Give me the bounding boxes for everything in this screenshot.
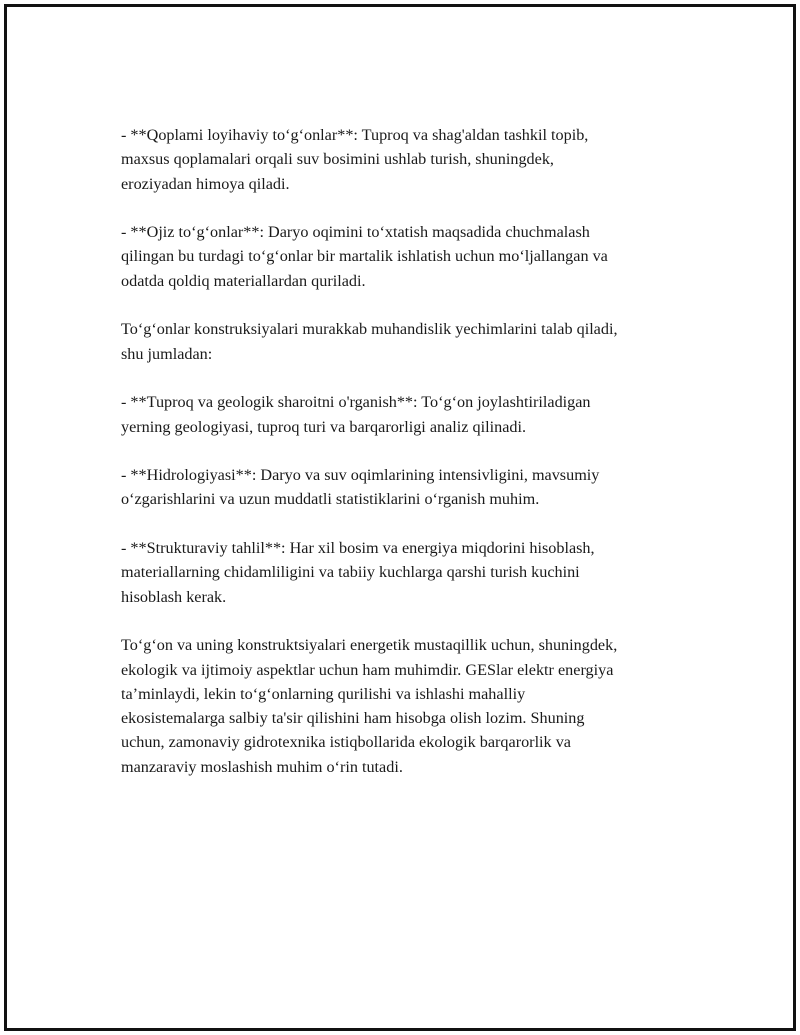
text-line: ekosistemalarga salbiy ta'sir qilishini ham hisobga olish lozim. Shuning — [121, 709, 585, 728]
page-frame — [4, 4, 796, 1031]
text-line: shu jumladan: — [121, 344, 213, 363]
text-line: qilingan bu turdagi to‘g‘onlar bir martalik ishlatish uchun mo‘ljallangan va — [121, 247, 608, 266]
paragraph-qoplami-togonlar — [121, 123, 701, 196]
paragraph-ojiz-togonlar — [121, 220, 701, 293]
text-line: - **Qoplami loyihaviy to‘g‘onlar**: Tuproq va shag'aldan tashkil topib, — [121, 126, 589, 144]
text-line: ta’minlaydi, lekin to‘g‘onlarning qurilishi va ishlashi mahalliy — [121, 684, 526, 703]
paragraph-tuproq-geologik — [121, 390, 701, 439]
text-line: o‘zgarishlarini va uzun muddatli statistiklarini o‘rganish muhim. — [121, 490, 540, 509]
text-line: odatda qoldiq materiallardan quriladi. — [121, 271, 366, 290]
paragraph-strukturaviy-tahlil — [121, 536, 701, 609]
paragraph-hidrologiya — [121, 463, 701, 512]
text-line: hisoblash kerak. — [121, 587, 227, 606]
text-line: - **Ojiz to‘g‘onlar**: Daryo oqimini to‘xtatish maqsadida chuchmalash — [121, 223, 590, 242]
text-line: To‘g‘on va uning konstruktsiyalari energetik mustaqillik uchun, shuningdek, — [121, 636, 618, 655]
text-line: To‘g‘onlar konstruksiyalari murakkab muhandislik yechimlarini talab qiladi, — [121, 320, 618, 339]
text-line: ekologik va ijtimoiy aspektlar uchun ham muhimdir. GESlar elektr energiya — [121, 660, 614, 679]
text-line: materiallarning chidamliligini va tabiiy kuchlarga qarshi turish kuchini — [121, 563, 580, 582]
text-line: - **Strukturaviy tahlil**: Har xil bosim va energiya miqdorini hisoblash, — [121, 539, 595, 558]
text-line: manzaraviy moslashish muhim o‘rin tutadi. — [121, 757, 403, 776]
text-line: eroziyadan himoya qiladi. — [121, 174, 290, 193]
text-line: - **Hidrologiyasi**: Daryo va suv oqimlarining intensivligini, mavsumiy — [121, 466, 600, 485]
paragraph-konstruksiyalar-intro — [121, 317, 701, 366]
text-line: maxsus qoplamalari orqali suv bosimini ushlab turish, shuningdek, — [121, 150, 554, 169]
text-line: yerning geologiyasi, tuproq turi va barqarorligi analiz qilinadi. — [121, 417, 527, 436]
text-line: - **Tuproq va geologik sharoitni o'rganish**: To‘g‘on joylashtiriladigan — [121, 393, 591, 412]
text-line: uchun, zamonaviy gidrotexnika istiqbollarida ekologik barqarorlik va — [121, 733, 571, 752]
paragraph-conclusion — [121, 633, 701, 779]
document-body — [121, 123, 701, 803]
